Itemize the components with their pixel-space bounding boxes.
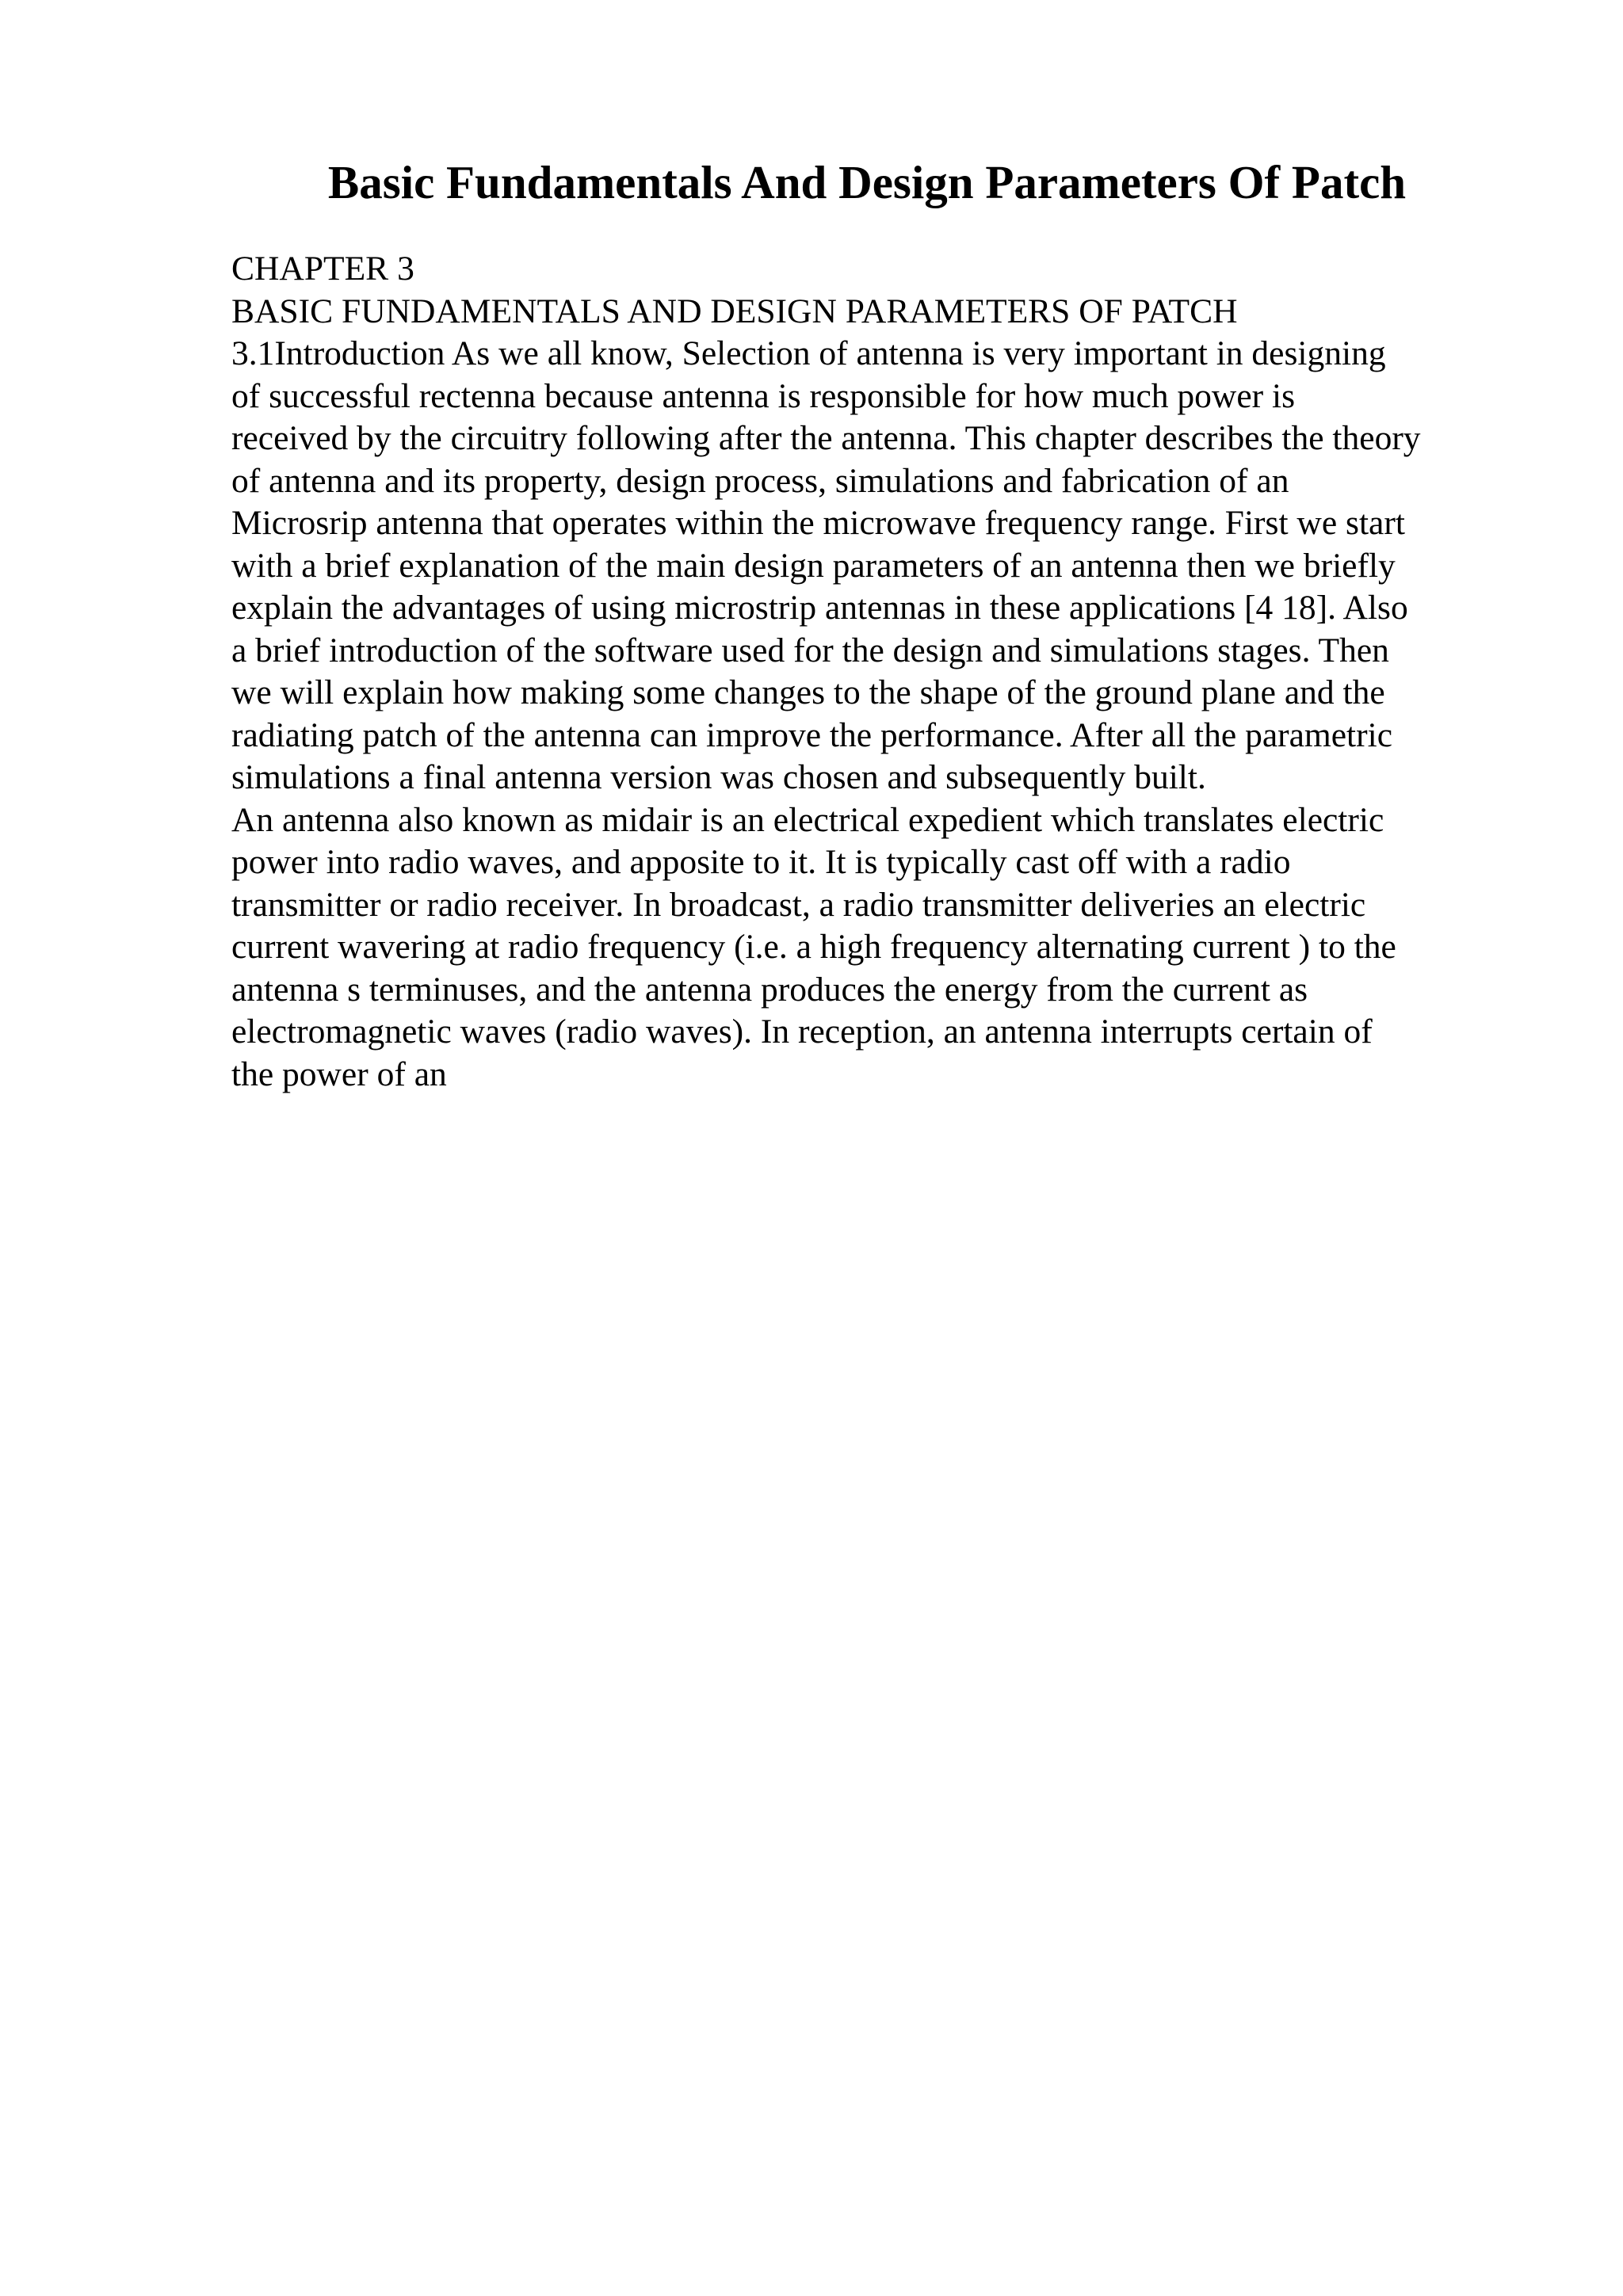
body-text-line: electromagnetic waves (radio waves). In reception, an antenna interrupts certain of bbox=[231, 1013, 1373, 1051]
body-text-line: of successful rectenna because antenna is responsible for how much power is bbox=[231, 376, 1296, 415]
chapter-number-line: CHAPTER 3 bbox=[231, 250, 414, 288]
body-text-line: with a brief explanation of the main design parameters of an antenna then we briefly bbox=[231, 546, 1396, 585]
body-text-line: 3.1Introduction As we all know, Selection of antenna is very important in designing bbox=[231, 334, 1386, 372]
body-text-line: radiating patch of the antenna can improve the performance. After all the parametric bbox=[231, 715, 1393, 754]
body-text-line: the power of an bbox=[231, 1055, 447, 1093]
chapter-heading-line: BASIC FUNDAMENTALS AND DESIGN PARAMETERS OF PATCH bbox=[231, 292, 1238, 330]
body-text-line: transmitter or radio receiver. In broadcast, a radio transmitter deliveries an electric bbox=[231, 885, 1366, 924]
body-text-line: Microsrip antenna that operates within the microwave frequency range. First we start bbox=[231, 504, 1405, 542]
body-text-line: antenna s terminuses, and the antenna produces the energy from the current as bbox=[231, 970, 1308, 1009]
document-title: Basic Fundamentals And Design Parameters Of Patch bbox=[327, 156, 1407, 208]
body-text-line: An antenna also known as midair is an electrical expedient which translates electric bbox=[231, 800, 1384, 839]
body-text-line: power into radio waves, and apposite to it. It is typically cast off with a radio bbox=[231, 843, 1291, 881]
body-text-line: current wavering at radio frequency (i.e. a high frequency alternating current ) to the bbox=[231, 928, 1396, 966]
body-text-line: received by the circuitry following after the antenna. This chapter describes the theory bbox=[231, 419, 1421, 457]
document-body bbox=[231, 248, 1547, 1096]
body-text-line: simulations a final antenna version was chosen and subsequently built. bbox=[231, 758, 1206, 796]
body-text-line: we will explain how making some changes to the shape of the ground plane and the bbox=[231, 673, 1385, 711]
body-text-line: of antenna and its property, design process, simulations and fabrication of an bbox=[231, 461, 1289, 500]
body-text-line: a brief introduction of the software used for the design and simulations stages. Then bbox=[231, 631, 1389, 669]
body-text-line: explain the advantages of using microstrip antennas in these applications [4 18]. Also bbox=[231, 589, 1408, 627]
